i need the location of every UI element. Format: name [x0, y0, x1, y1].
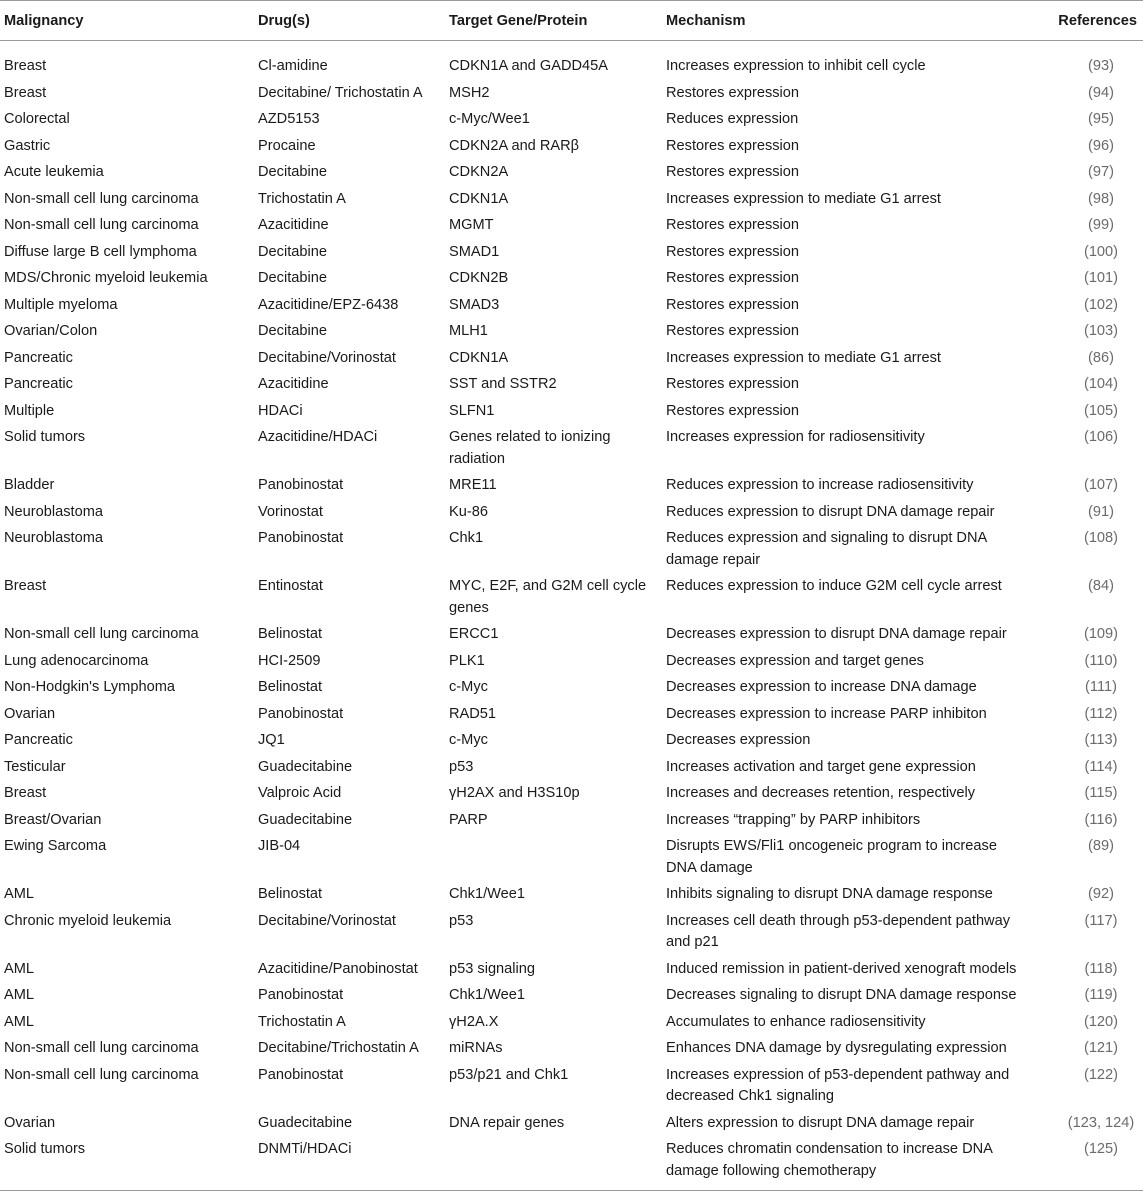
cell-reference: (119) [1084, 987, 1118, 1003]
cell-malignancy: Solid tumors [0, 1135, 254, 1191]
header-malignancy: Malignancy [0, 1, 254, 41]
cell-drugs: Azacitidine/Panobinostat [258, 960, 418, 977]
cell-target: CDKN1A [449, 190, 509, 207]
cell-malignancy: Pancreatic [4, 349, 73, 366]
cell-reference: (112) [1084, 705, 1118, 722]
table-row [0, 158, 1143, 185]
cell-malignancy: Bladder [4, 477, 55, 493]
cell-drugs: Decitabine/Vorinostat [258, 349, 396, 366]
cell-mechanism: Decreases expression [666, 732, 811, 748]
cell-mechanism: Induced remission in patient-derived xenograft models [666, 960, 1017, 977]
cell-malignancy: Non-Hodgkin's Lymphoma [4, 679, 175, 695]
cell-malignancy: Non-small cell lung carcinoma [4, 217, 199, 233]
table-row [0, 211, 1143, 238]
table-row [0, 370, 1143, 397]
cell-drugs: Decitabine [258, 323, 327, 339]
cell-reference: (101) [1083, 270, 1119, 286]
cell-target: c-Myc/Wee1 [449, 111, 530, 127]
cell-target: MRE11 [449, 477, 497, 493]
table-row [0, 806, 1143, 833]
cell-mechanism: Decreases expression to increase DNA damage [666, 679, 977, 695]
cell-malignancy: Non-small cell lung carcinoma [4, 190, 199, 207]
cell-mechanism: Increases “trapping” by PARP inhibitors [666, 811, 921, 828]
cell-reference: (121) [1083, 1040, 1119, 1056]
cell-mechanism: Increases expression to mediate G1 arrest [666, 190, 941, 207]
table-row [0, 673, 1143, 700]
table-row [0, 498, 1143, 525]
cell-target: RAD51 [449, 705, 497, 722]
cell-reference: (123, 124) [1067, 1114, 1135, 1131]
cell-drugs: Panobinostat [258, 477, 344, 493]
table-row [0, 397, 1143, 424]
cell-drugs: Panobinostat [258, 530, 344, 546]
cell-mechanism: Reduces chromatin condensation to increase DNA damage following chemotherapy [662, 1135, 1033, 1191]
table-row [0, 105, 1143, 132]
header-references: References [1033, 1, 1143, 41]
cell-target: MYC, E2F, and G2M cell cycle genes [449, 578, 647, 616]
cell-drugs: Trichostatin A [258, 190, 346, 207]
cell-reference: (91) [1088, 503, 1114, 520]
cell-drugs: Belinostat [258, 886, 323, 902]
cell-mechanism: Reduces expression [666, 111, 799, 127]
cell-malignancy: Ovarian/Colon [4, 323, 98, 339]
cell-target: Chk1 [449, 530, 484, 546]
cell-drugs: Azacitidine/HDACi [258, 429, 378, 445]
cell-reference: (92) [1088, 886, 1114, 902]
table-row [0, 572, 1143, 620]
cell-malignancy: Solid tumors [4, 429, 86, 445]
cell-malignancy: Non-small cell lung carcinoma [4, 1040, 199, 1056]
cell-reference: (107) [1083, 477, 1119, 493]
cell-reference: (96) [1088, 137, 1114, 154]
cell-drugs: Decitabine/ Trichostatin A [258, 84, 423, 101]
cell-target: CDKN1A and GADD45A [449, 58, 608, 74]
cell-reference: (114) [1084, 758, 1118, 775]
cell-target [445, 832, 662, 880]
cell-mechanism: Restores expression [666, 243, 800, 260]
cell-drugs: Vorinostat [258, 503, 323, 520]
cell-drugs: Panobinostat [258, 705, 344, 722]
cell-drugs: Decitabine/Trichostatin A [258, 1040, 419, 1056]
cell-malignancy: Diffuse large B cell lymphoma [4, 243, 197, 260]
cell-reference: (109) [1083, 626, 1119, 642]
table-row [0, 344, 1143, 371]
cell-mechanism: Restores expression [666, 323, 800, 339]
cell-reference: (117) [1084, 912, 1118, 929]
cell-reference: (118) [1084, 960, 1118, 977]
cell-target: CDKN1A [449, 349, 509, 366]
cell-mechanism: Alters expression to disrupt DNA damage repair [666, 1114, 975, 1131]
cell-reference: (97) [1088, 164, 1114, 180]
cell-drugs: Decitabine/Vorinostat [258, 912, 396, 929]
cell-target: Chk1/Wee1 [449, 987, 525, 1003]
table-row [0, 832, 1143, 880]
cell-target: p53/p21 and Chk1 [449, 1066, 569, 1083]
cell-target: DNA repair genes [449, 1114, 565, 1131]
cell-drugs: Trichostatin A [258, 1013, 346, 1030]
cell-mechanism: Decreases expression to increase PARP inhibiton [666, 705, 987, 722]
cell-drugs: Guadecitabine [258, 811, 353, 828]
cell-malignancy: Acute leukemia [4, 164, 104, 180]
cell-reference: (84) [1088, 578, 1114, 594]
cell-target: SST and SSTR2 [449, 376, 557, 392]
cell-malignancy: Multiple myeloma [4, 296, 118, 313]
cell-reference: (95) [1088, 111, 1114, 127]
cell-malignancy: MDS/Chronic myeloid leukemia [4, 270, 208, 286]
cell-reference: (110) [1084, 652, 1118, 669]
cell-reference: (99) [1088, 217, 1114, 233]
cell-drugs: Decitabine [258, 270, 327, 286]
cell-reference: (100) [1083, 243, 1119, 260]
cell-drugs: HDACi [258, 402, 303, 419]
cell-target: SMAD3 [449, 296, 500, 313]
cell-mechanism: Decreases expression to disrupt DNA damage repair [666, 626, 1007, 642]
table-row [0, 1135, 1143, 1191]
cell-malignancy: AML [4, 960, 35, 977]
table-row [0, 41, 1143, 79]
cell-mechanism: Restores expression [666, 164, 800, 180]
cell-mechanism: Decreases signaling to disrupt DNA damage response [666, 987, 1017, 1003]
cell-reference: (106) [1083, 429, 1119, 445]
cell-reference: (94) [1088, 84, 1114, 101]
cell-target: p53 [449, 758, 474, 775]
cell-target: miRNAs [449, 1040, 503, 1056]
cell-target: MGMT [449, 217, 494, 233]
cell-mechanism: Reduces expression to induce G2M cell cycle arrest [666, 578, 1002, 594]
cell-mechanism: Increases expression to mediate G1 arrest [666, 349, 941, 366]
table-row [0, 647, 1143, 674]
cell-malignancy: Pancreatic [4, 732, 73, 748]
cell-target: c-Myc [449, 679, 488, 695]
table-row [0, 238, 1143, 265]
cell-drugs: Azacitidine [258, 217, 329, 233]
cell-mechanism: Disrupts EWS/Fli1 oncogeneic program to increase DNA damage [666, 838, 997, 876]
cell-reference: (125) [1033, 1135, 1143, 1191]
cell-target: MSH2 [449, 84, 490, 101]
table-row [0, 264, 1143, 291]
cell-drugs: Azacitidine/EPZ-6438 [258, 296, 399, 313]
table-row [0, 1034, 1143, 1061]
cell-target: γH2AX and H3S10p [449, 785, 580, 801]
cell-drugs: Entinostat [258, 578, 323, 594]
table-row [0, 907, 1143, 955]
cell-target: Genes related to ionizing radiation [449, 429, 611, 467]
table-row [0, 317, 1143, 344]
cell-mechanism: Increases expression of p53-dependent pathway and decreased Chk1 signaling [666, 1066, 1010, 1104]
cell-malignancy: AML [4, 1013, 35, 1030]
table-body [0, 41, 1143, 1191]
cell-target: PLK1 [449, 652, 485, 669]
cell-reference: (116) [1084, 811, 1118, 828]
cell-malignancy: Non-small cell lung carcinoma [4, 626, 199, 642]
cell-target: SLFN1 [449, 402, 495, 419]
cell-reference: (113) [1084, 732, 1118, 748]
table-row [0, 880, 1143, 907]
cell-drugs: Decitabine [258, 243, 327, 260]
table-row [0, 726, 1143, 753]
cell-reference: (86) [1088, 349, 1114, 366]
cell-target: γH2A.X [449, 1013, 499, 1030]
cell-drugs: Procaine [258, 137, 316, 154]
cell-target: MLH1 [449, 323, 488, 339]
table-header [0, 1, 1143, 41]
cell-mechanism: Restores expression [666, 402, 800, 419]
table-row [0, 524, 1143, 572]
cell-mechanism: Increases expression for radiosensitivity [666, 429, 925, 445]
cell-malignancy: Ovarian [4, 705, 56, 722]
table-row [0, 185, 1143, 212]
cell-malignancy: Pancreatic [4, 376, 73, 392]
cell-mechanism: Restores expression [666, 296, 800, 313]
table-row [0, 1008, 1143, 1035]
cell-malignancy: Multiple [4, 402, 55, 419]
table-row [0, 79, 1143, 106]
cell-drugs: Belinostat [258, 679, 323, 695]
cell-drugs: JIB-04 [258, 838, 301, 854]
cell-target [445, 1135, 662, 1191]
cell-mechanism: Inhibits signaling to disrupt DNA damage response [666, 886, 993, 902]
cell-mechanism: Increases activation and target gene expression [666, 758, 976, 775]
cell-target: Ku-86 [449, 503, 488, 520]
cell-reference: (89) [1088, 838, 1114, 854]
cell-reference: (108) [1083, 530, 1119, 546]
table-row [0, 423, 1143, 471]
cell-drugs: Guadecitabine [258, 758, 353, 775]
cell-drugs: Panobinostat [258, 987, 344, 1003]
cell-drugs: Azacitidine [258, 376, 329, 392]
cell-mechanism: Accumulates to enhance radiosensitivity [666, 1013, 926, 1030]
table-row [0, 471, 1143, 498]
cell-reference: (104) [1083, 376, 1119, 392]
table-row [0, 291, 1143, 318]
cell-mechanism: Decreases expression and target genes [666, 652, 924, 669]
header-row [0, 1, 1143, 41]
table-row [0, 700, 1143, 727]
cell-mechanism: Restores expression [666, 84, 800, 101]
cell-malignancy: Non-small cell lung carcinoma [4, 1066, 199, 1083]
table-row [0, 132, 1143, 159]
cell-reference: (105) [1083, 402, 1119, 419]
table-row [0, 955, 1143, 982]
header-mechanism: Mechanism [662, 1, 1033, 41]
cell-target: CDKN2A and RARβ [449, 137, 580, 154]
table-row [0, 981, 1143, 1008]
table-row [0, 620, 1143, 647]
cell-malignancy: Ovarian [4, 1114, 56, 1131]
cell-mechanism: Increases cell death through p53-dependent pathway and p21 [666, 912, 1011, 950]
cell-mechanism: Reduces expression to increase radiosensitivity [666, 477, 974, 493]
cell-malignancy: Colorectal [4, 111, 70, 127]
cell-reference: (120) [1083, 1013, 1119, 1030]
cell-target: p53 [449, 912, 474, 929]
header-drugs: Drug(s) [254, 1, 445, 41]
cell-mechanism: Enhances DNA damage by dysregulating expression [666, 1040, 1007, 1056]
cell-malignancy: Breast [4, 84, 47, 101]
cell-malignancy: Breast/Ovarian [4, 811, 102, 828]
cell-target: ERCC1 [449, 626, 499, 642]
cell-drugs: Belinostat [258, 626, 323, 642]
cell-target: CDKN2A [449, 164, 509, 180]
cell-target: c-Myc [449, 732, 488, 748]
cell-drugs: AZD5153 [258, 111, 320, 127]
cell-mechanism: Restores expression [666, 270, 800, 286]
cell-malignancy: Breast [4, 785, 47, 801]
table-row [0, 779, 1143, 806]
table-row [0, 1109, 1143, 1136]
cell-reference: (111) [1085, 679, 1117, 695]
cell-malignancy: Neuroblastoma [4, 530, 103, 546]
cell-reference: (115) [1084, 785, 1118, 801]
cell-target: SMAD1 [449, 243, 500, 260]
cell-mechanism: Increases and decreases retention, respectively [666, 785, 976, 801]
cell-drugs: DNMTi/HDACi [254, 1135, 445, 1191]
cell-drugs: Guadecitabine [258, 1114, 353, 1131]
cell-mechanism: Restores expression [666, 376, 800, 392]
cell-malignancy: Chronic myeloid leukemia [4, 912, 172, 929]
table-row [0, 1061, 1143, 1109]
cell-drugs: Cl-amidine [258, 58, 328, 74]
cell-target: p53 signaling [449, 960, 536, 977]
cell-target: PARP [449, 811, 488, 828]
cell-drugs: Decitabine [258, 164, 327, 180]
cell-reference: (102) [1083, 296, 1119, 313]
header-target: Target Gene/Protein [445, 1, 662, 41]
cell-malignancy: Gastric [4, 137, 51, 154]
cell-mechanism: Increases expression to inhibit cell cycle [666, 58, 926, 74]
cell-reference: (103) [1083, 323, 1119, 339]
cell-mechanism: Reduces expression and signaling to disrupt DNA damage repair [666, 530, 987, 568]
cell-malignancy: AML [4, 987, 35, 1003]
cell-malignancy: Testicular [4, 758, 66, 775]
cell-malignancy: Ewing Sarcoma [4, 838, 107, 854]
cell-malignancy: Neuroblastoma [4, 503, 103, 520]
table-row [0, 753, 1143, 780]
cell-reference: (122) [1083, 1066, 1119, 1083]
cell-malignancy: Lung adenocarcinoma [4, 652, 149, 669]
cell-malignancy: AML [4, 886, 35, 902]
cell-reference: (98) [1088, 190, 1114, 207]
cell-target: Chk1/Wee1 [449, 886, 525, 902]
cell-drugs: Panobinostat [258, 1066, 344, 1083]
cell-drugs: HCI-2509 [258, 652, 321, 669]
cell-mechanism: Restores expression [666, 137, 800, 154]
cell-drugs: Valproic Acid [258, 785, 342, 801]
cell-drugs: JQ1 [258, 732, 285, 748]
cell-malignancy: Breast [4, 578, 47, 594]
cell-mechanism: Restores expression [666, 217, 800, 233]
cell-malignancy: Breast [4, 58, 47, 74]
cell-mechanism: Reduces expression to disrupt DNA damage repair [666, 503, 995, 520]
cell-target: CDKN2B [449, 270, 509, 286]
cell-reference: (93) [1088, 58, 1114, 74]
